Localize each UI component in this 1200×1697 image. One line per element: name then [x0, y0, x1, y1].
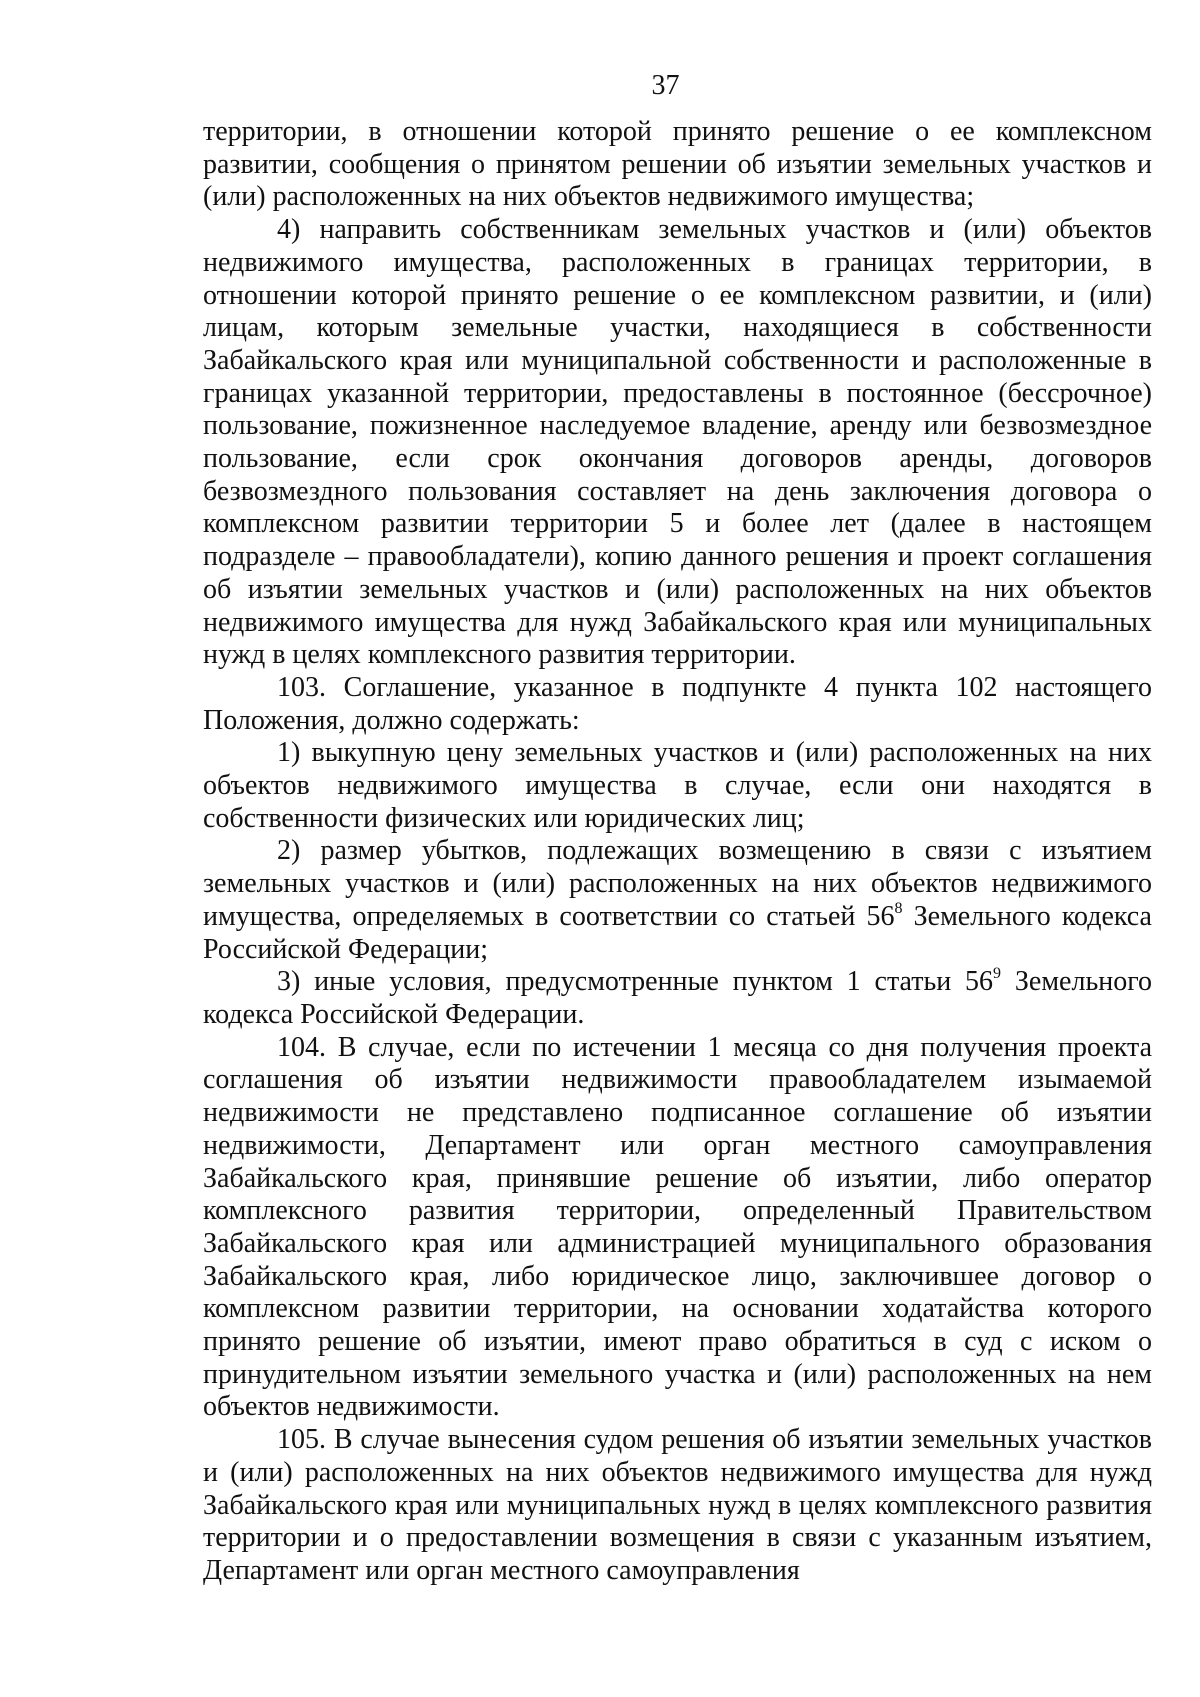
article-superscript: 8: [894, 899, 903, 917]
paragraph-continuation: территории, в отношении которой принято решение о ее комплексном развитии, сообщения о принятом решении об изъятии земельных участков и (или) расположенных на них объектов недвижимого имущества;: [203, 116, 1152, 213]
page-number: 37: [651, 70, 680, 101]
paragraph-103-item-2: [203, 835, 1152, 966]
paragraph-103: 103. Соглашение, указанное в подпункте 4 пункта 102 настоящего Положения, должно содержать:: [203, 671, 1152, 736]
article-superscript: 9: [993, 965, 1002, 983]
paragraph-103-item-1: 1) выкупную цену земельных участков и (или) расположенных на них объектов недвижимого имущества в случае, если они находятся в собственности физических или юридических лиц;: [203, 737, 1152, 834]
paragraph-item-4: 4) направить собственникам земельных участков и (или) объектов недвижимого имущества, расположенных в границах территории, в отношении которой принято решение о ее комплексном развитии, и (или) лицам, которым земельные участки, находящиеся в собственности Забайкальского края или муниципальной собственности и расположенные в границах указанной территории, предоставлены в постоянное (бессрочное) пользование, пожизненное наследуемое владение, аренду или безвозмездное пользование, если срок окончания договоров аренды, договоров безвозмездного пользования составляет на день заключения договора о комплексном развитии территории 5 и более лет (далее в настоящем подразделе – правообладатели), копию данного решения и проект соглашения об изъятии земельных участков и (или) расположенных на них объектов недвижимого имущества для нужд Забайкальского края или муниципальных нужд в целях комплексного развития территории.: [203, 214, 1152, 671]
paragraph-103-item-2-text: 2) размер убытков, подлежащих возмещению в связи с изъятием земельных участков и (или) расположенных на них объектов недвижимого имущества, определяемых в соответствии со статьей 56: [203, 835, 1152, 932]
paragraph-103-item-3: [203, 966, 1152, 1031]
document-body: [203, 116, 1152, 1588]
paragraph-105: 105. В случае вынесения судом решения об изъятии земельных участков и (или) расположенных на них объектов недвижимого имущества для нужд Забайкальского края или муниципальных нужд в целях комплексного развития территории и о предоставлении возмещения в связи с указанным изъятием, Департамент или орган местного самоуправления: [203, 1424, 1152, 1586]
paragraph-103-item-3-text: 3) иные условия, предусмотренные пунктом 1 статьи 56: [277, 966, 994, 998]
paragraph-103-item-3-text-end: Земельного кодекса Российской Федерации.: [203, 966, 1152, 1030]
paragraph-103-item-2-text-end: Земельного кодекса Российской Федерации;: [203, 900, 1152, 965]
paragraph-104: 104. В случае, если по истечении 1 месяца со дня получения проекта соглашения об изъятии недвижимости правообладателем изымаемой недвижимости не представлено подписанное соглашение об изъятии недвижимости, Департамент или орган местного самоуправления Забайкальского края, принявшие решение об изъятии, либо оператор комплексного развития территории, определенный Правительством Забайкальского края или администрацией муниципального образования Забайкальского края, либо юридическое лицо, заключившее договор о комплексном развитии территории, на основании ходатайства которого принято решение об изъятии, имеют право обратиться в суд с иском о принудительном изъятии земельного участка и (или) расположенных на нем объектов недвижимости.: [203, 1031, 1152, 1423]
